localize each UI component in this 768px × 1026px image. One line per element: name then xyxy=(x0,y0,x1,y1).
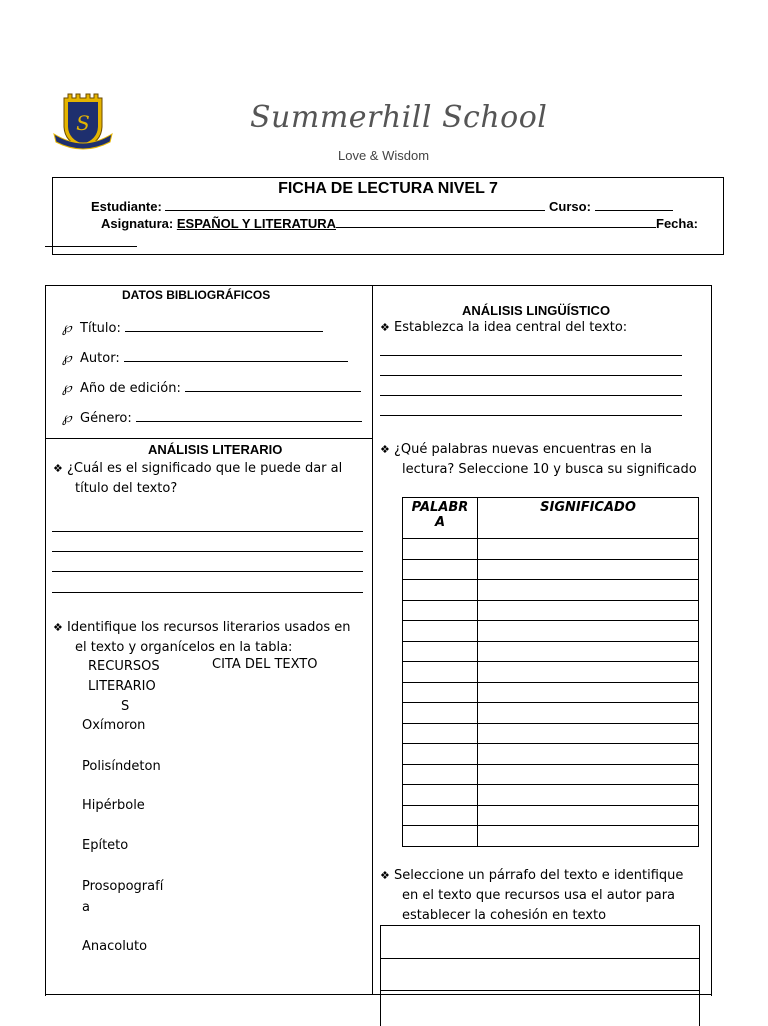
linguistico-q1-text: Establezca la idea central del texto: xyxy=(394,320,628,335)
linguistico-q2-line1: ¿Qué palabras nuevas encuentras en la xyxy=(394,442,652,457)
literario-q1-line1: ¿Cuál es el significado que le puede dar al xyxy=(67,461,343,476)
word-cell[interactable] xyxy=(403,580,478,601)
subject-line xyxy=(336,227,656,228)
student-label: Estudiante: xyxy=(91,199,162,214)
word-cell[interactable] xyxy=(403,641,478,662)
significado-header: SIGNIFICADO xyxy=(478,498,699,539)
linguistico-q3-line3: establecer la cohesión en texto xyxy=(402,908,607,923)
linguistico-q2-line2: lectura? Seleccione 10 y busca su significado xyxy=(402,462,697,477)
school-motto: Love & Wisdom xyxy=(338,148,430,163)
left-section-divider xyxy=(45,438,372,439)
recurso-item: a xyxy=(82,900,90,915)
word-cell[interactable] xyxy=(403,662,478,683)
table-row[interactable] xyxy=(403,723,699,744)
date-field[interactable] xyxy=(45,246,137,247)
rho-bullet-icon: ℘ xyxy=(62,350,72,366)
palabra-header xyxy=(403,498,478,539)
year-field[interactable] xyxy=(185,391,361,392)
diamond-bullet-icon: ❖ xyxy=(380,869,390,882)
word-cell[interactable] xyxy=(403,539,478,560)
linguistico-q1 xyxy=(380,320,627,335)
recurso-item: Epíteto xyxy=(82,838,129,853)
meaning-cell[interactable] xyxy=(478,785,699,806)
course-field[interactable] xyxy=(595,210,673,211)
linguistico-q3-line2: en el texto que recursos usa el autor para xyxy=(402,888,676,903)
palabra-header-line1: PALABR xyxy=(411,500,469,515)
linguistico-q3-line1: Seleccione un párrafo del texto e identifique xyxy=(394,868,684,883)
genre-field[interactable] xyxy=(136,421,362,422)
word-cell[interactable] xyxy=(403,764,478,785)
word-cell[interactable] xyxy=(403,621,478,642)
literario-q1-line2: título del texto? xyxy=(75,481,178,496)
subject-label: Asignatura: xyxy=(101,216,174,231)
word-cell[interactable] xyxy=(403,744,478,765)
svg-text:S: S xyxy=(76,111,90,135)
cohesion-answer-box[interactable] xyxy=(380,925,700,1026)
literario-heading: ANÁLISIS LITERARIO xyxy=(148,442,283,457)
biblio-field-genre[interactable] xyxy=(62,410,362,426)
literario-q2-line2: el texto y organícelos en la tabla: xyxy=(75,640,293,655)
answer-line[interactable] xyxy=(380,355,682,356)
school-name: Summerhill School xyxy=(250,100,548,135)
table-row[interactable] xyxy=(403,600,699,621)
linguistico-q3 xyxy=(380,866,683,926)
linguistico-heading: ANÁLISIS LINGÜÍSTICO xyxy=(462,303,611,318)
meaning-cell[interactable] xyxy=(478,559,699,580)
literario-q2 xyxy=(53,618,368,658)
table-row[interactable] xyxy=(403,826,699,847)
meaning-cell[interactable] xyxy=(478,723,699,744)
meaning-cell[interactable] xyxy=(478,580,699,601)
subject-value: ESPAÑOL Y LITERATURA xyxy=(176,216,337,231)
answer-line[interactable] xyxy=(52,592,363,593)
table-header-row xyxy=(403,498,699,539)
genre-label: Género: xyxy=(80,411,132,426)
meaning-cell[interactable] xyxy=(478,826,699,847)
table-row[interactable] xyxy=(403,580,699,601)
table-row[interactable] xyxy=(403,662,699,683)
word-cell[interactable] xyxy=(403,785,478,806)
recurso-item: Oxímoron xyxy=(82,718,146,733)
word-cell[interactable] xyxy=(403,682,478,703)
meaning-cell[interactable] xyxy=(478,805,699,826)
table-row[interactable] xyxy=(403,764,699,785)
answer-line[interactable] xyxy=(380,375,682,376)
biblio-field-author[interactable] xyxy=(62,350,348,366)
title-label: Título: xyxy=(80,321,121,336)
student-row xyxy=(91,199,673,214)
subject-row xyxy=(101,216,698,231)
word-cell[interactable] xyxy=(403,805,478,826)
table-row[interactable] xyxy=(403,805,699,826)
answer-line[interactable] xyxy=(52,551,363,552)
biblio-field-year[interactable] xyxy=(62,380,361,396)
course-label: Curso: xyxy=(549,199,591,214)
author-field[interactable] xyxy=(124,361,348,362)
table-row[interactable] xyxy=(403,559,699,580)
meaning-cell[interactable] xyxy=(478,539,699,560)
year-label: Año de edición: xyxy=(80,381,181,396)
meaning-cell[interactable] xyxy=(478,682,699,703)
meaning-cell[interactable] xyxy=(478,703,699,724)
recurso-item: Prosopografí xyxy=(82,879,164,894)
answer-line[interactable] xyxy=(380,395,682,396)
diamond-bullet-icon: ❖ xyxy=(380,443,390,456)
recursos-col-header xyxy=(88,657,160,717)
answer-line[interactable] xyxy=(380,415,682,416)
recurso-item: Anacoluto xyxy=(82,939,148,954)
word-cell[interactable] xyxy=(403,703,478,724)
author-label: Autor: xyxy=(80,351,120,366)
recurso-item: Hipérbole xyxy=(82,798,145,813)
answer-box-row-line xyxy=(380,958,699,959)
table-row[interactable] xyxy=(403,641,699,662)
recursos-col-line3: S xyxy=(121,699,130,714)
table-row[interactable] xyxy=(403,539,699,560)
date-label: Fecha: xyxy=(656,216,698,231)
meaning-cell[interactable] xyxy=(478,600,699,621)
diamond-bullet-icon: ❖ xyxy=(53,462,63,475)
vocabulary-table xyxy=(402,497,699,847)
recurso-item: Polisíndeton xyxy=(82,759,161,774)
student-field[interactable] xyxy=(165,210,545,211)
linguistico-q2 xyxy=(380,440,697,480)
word-cell[interactable] xyxy=(403,600,478,621)
column-divider xyxy=(372,285,373,995)
palabra-header-line2: A xyxy=(434,515,446,530)
meaning-cell[interactable] xyxy=(478,764,699,785)
table-row[interactable] xyxy=(403,682,699,703)
answer-line[interactable] xyxy=(52,531,363,532)
school-crest-icon xyxy=(50,90,116,152)
recursos-col-line2: LITERARIO xyxy=(88,679,156,694)
diamond-bullet-icon: ❖ xyxy=(380,321,390,334)
recursos-col-line1: RECURSOS xyxy=(88,659,160,674)
answer-line[interactable] xyxy=(52,571,363,572)
meaning-cell[interactable] xyxy=(478,744,699,765)
literario-q1 xyxy=(53,459,368,499)
table-row[interactable] xyxy=(403,621,699,642)
rho-bullet-icon: ℘ xyxy=(62,380,72,396)
table-row[interactable] xyxy=(403,703,699,724)
meaning-cell[interactable] xyxy=(478,641,699,662)
biblio-field-title[interactable] xyxy=(62,320,323,336)
word-cell[interactable] xyxy=(403,826,478,847)
title-field[interactable] xyxy=(125,331,323,332)
literario-q2-line1: Identifique los recursos literarios usados en xyxy=(67,620,351,635)
rho-bullet-icon: ℘ xyxy=(62,410,72,426)
cita-col-header: CITA DEL TEXTO xyxy=(212,657,318,672)
rho-bullet-icon: ℘ xyxy=(62,320,72,336)
answer-box-row-line xyxy=(380,990,699,991)
form-title: FICHA DE LECTURA NIVEL 7 xyxy=(278,180,498,197)
table-row[interactable] xyxy=(403,744,699,765)
table-row[interactable] xyxy=(403,785,699,806)
meaning-cell[interactable] xyxy=(478,662,699,683)
word-cell[interactable] xyxy=(403,723,478,744)
word-cell[interactable] xyxy=(403,559,478,580)
meaning-cell[interactable] xyxy=(478,621,699,642)
diamond-bullet-icon: ❖ xyxy=(53,621,63,634)
biblio-heading: DATOS BIBLIOGRÁFICOS xyxy=(122,288,271,302)
